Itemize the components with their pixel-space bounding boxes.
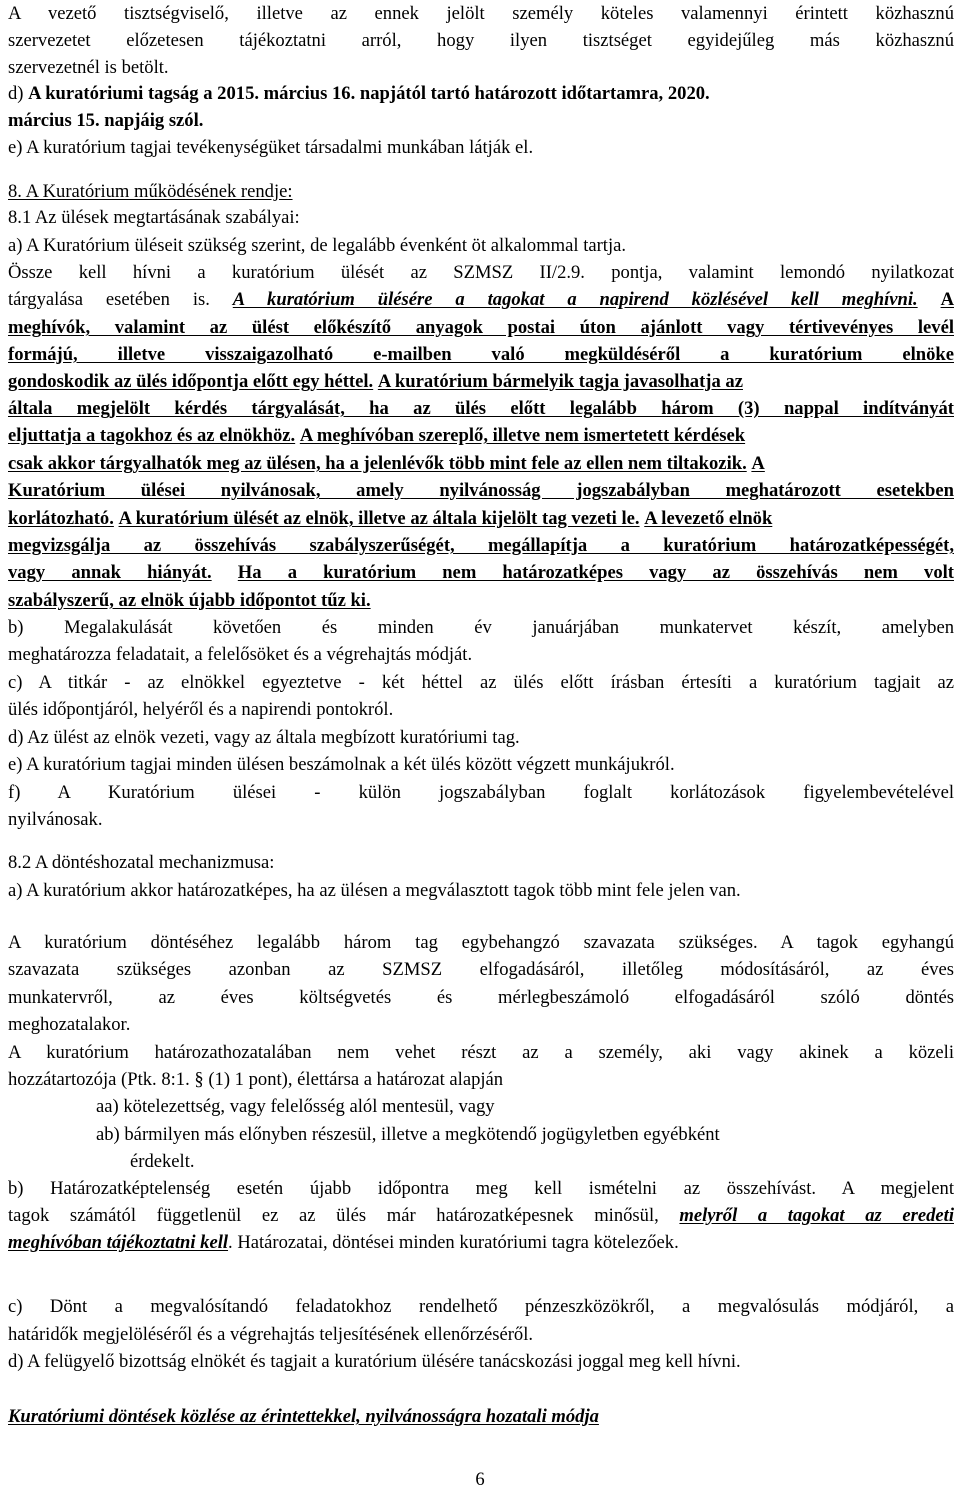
text-run: b) Határozatképtelenség esetén újabb időpontra meg kell ismételni az összehívást. A megjelent: [8, 1178, 954, 1199]
text-line: [8, 1293, 954, 1320]
page-number: 6: [475, 1469, 485, 1490]
text-run: Kuratóriumi döntések közlése az érintettekkel, nyilvánosságra hozatali módja: [8, 1406, 599, 1427]
text-run: szervezetnél is betölt.: [8, 57, 169, 78]
text-line: [96, 1093, 954, 1120]
text-run: a) A kuratórium akkor határozatképes, ha az ülésen a megválasztott tagok több mint fele jelen van.: [8, 880, 741, 901]
text-run: eljuttatja a tagokhoz és az elnökhöz.: [8, 425, 296, 446]
text-line: [8, 1175, 954, 1202]
text-run: tárgyalása esetében is.: [8, 289, 233, 310]
text-run: korlátozható.: [8, 508, 114, 529]
text-line: [8, 54, 954, 81]
text-run: A kuratórium döntéséhez legalább három tag egybehangzó szavazata szükséges. A tagok egyhangú: [8, 932, 954, 953]
text-run: meghatározza feladatait, a felelősöket és a végrehajtás módját.: [8, 644, 473, 665]
text-line: [8, 696, 954, 723]
text-run: A kuratórium ülését az elnök, illetve az általa kijelölt tag vezeti le.: [118, 508, 640, 529]
text-run: tagok számától függetlenül ez az ülés már határozatképesnek minősül,: [8, 1205, 680, 1226]
text-line: [8, 259, 954, 286]
text-line: [8, 341, 954, 368]
text-run: munkatervről, az éves költségvetés és mérlegbeszámoló elfogadásáról szóló döntés: [8, 987, 954, 1008]
text-line: [8, 204, 954, 231]
text-line: [8, 724, 954, 751]
text-run: Össze kell hívni a kuratórium ülését az SZMSZ II/2.9. pontja, valamint lemondó nyilatkozat: [8, 262, 954, 283]
text-run: c) A titkár - az elnökkel egyeztetve - két héttel az ülés előtt írásban értesíti a kuratórium tagjait az: [8, 672, 954, 693]
text-run: melyről a tagokat az eredeti: [679, 1205, 954, 1226]
text-run: Ha a kuratórium nem határozatképes vagy az összehívás nem volt: [237, 562, 954, 583]
text-line: [8, 1202, 954, 1229]
text-line: [8, 641, 954, 668]
text-run: szabályszerű, az elnök újabb időpontot tűz ki.: [8, 590, 371, 611]
text-run: érdekelt.: [130, 1151, 195, 1172]
text-line: [130, 1148, 954, 1175]
text-run: A kuratórium bármelyik tagja javasolhatja az: [377, 371, 743, 392]
text-run: meghívók, valamint az ülést előkészítő anyagok postai úton ajánlott vagy tértivevényes levél: [8, 317, 954, 338]
text-run: március 15. napjáig szól.: [8, 110, 204, 131]
text-line: [8, 849, 954, 876]
text-line: [8, 1066, 954, 1093]
text-line: [8, 178, 954, 205]
text-run: c) Dönt a megvalósítandó feladatokhoz rendelhető pénzeszközökről, a megvalósulás módjáról, a: [8, 1296, 954, 1317]
text-run: [212, 562, 238, 583]
text-run: ülés időpontjáról, helyéről és a napirendi pontokról.: [8, 699, 394, 720]
text-line: [8, 956, 954, 983]
text-run: A: [751, 453, 765, 474]
text-line: [8, 314, 954, 341]
text-run: nyilvánosak.: [8, 809, 103, 830]
text-line: [8, 751, 954, 778]
text-line: [8, 477, 954, 504]
text-run: általa megjelölt kérdés tárgyalását, ha az ülés előtt legalább három (3) nappal indítványát: [8, 398, 954, 419]
text-run: határidők megjelöléséről és a végrehajtás teljesítésének ellenőrzéséről.: [8, 1324, 534, 1345]
text-run: 8. A Kuratórium működésének rendje:: [8, 181, 293, 202]
text-line: [8, 80, 954, 107]
text-run: A meghívóban szereplő, illetve nem ismertetett kérdések: [299, 425, 746, 446]
text-run: e) A kuratórium tagjai minden ülésen beszámolnak a két ülés között végzett munkájukról.: [8, 754, 675, 775]
text-run: d) A felügyelő bizottság elnökét és tagjait a kuratórium ülésére tanácskozási joggal meg kell hívni.: [8, 1351, 741, 1372]
text-line: [8, 1403, 954, 1430]
text-run: meghozatalakor.: [8, 1014, 131, 1035]
text-run: . Határozatai, döntései minden kuratóriumi tagra kötelezőek.: [228, 1232, 679, 1253]
text-run: gondoskodik az ülés időpontja előtt egy héttel.: [8, 371, 374, 392]
text-line: [8, 450, 954, 477]
text-line: [8, 107, 954, 134]
text-run: csak akkor tárgyalhatók meg az ülésen, ha a jelenlévők több mint fele az ellen nem tiltakozik.: [8, 453, 747, 474]
text-line: [8, 1039, 954, 1066]
text-line: [8, 0, 954, 27]
text-run: [918, 289, 941, 310]
text-line: [8, 806, 954, 833]
text-line: [96, 1121, 954, 1148]
text-line: [8, 1229, 954, 1256]
text-run: megvizsgálja az összehívás szabályszerűségét, megállapítja a kuratórium határozatképességét,: [8, 535, 954, 556]
text-line: [8, 532, 954, 559]
text-line: [8, 877, 954, 904]
text-run: A kuratóriumi tagság a 2015. március 16. napjától tartó határozott időtartamra, 2020.: [28, 83, 710, 104]
text-run: A kuratórium ülésére a tagokat a napirend közlésével kell meghívni.: [232, 289, 918, 310]
text-line: [8, 984, 954, 1011]
text-line: [8, 929, 954, 956]
text-run: A levezető elnök: [644, 508, 773, 529]
text-run: A kuratórium határozathozatalában nem vehet részt az a személy, aki vagy akinek a közeli: [8, 1042, 954, 1063]
text-run: aa) kötelezettség, vagy felelősség alól mentesül, vagy: [96, 1096, 495, 1117]
text-run: 8.1 Az ülések megtartásának szabályai:: [8, 207, 300, 228]
text-line: [8, 232, 954, 259]
text-line: [8, 669, 954, 696]
text-run: szervezetet előzetesen tájékoztatni arról, hogy ilyen tisztséget egyidejűleg más közhasznú: [8, 30, 954, 51]
text-run: A vezető tisztségviselő, illetve az ennek jelölt személy köteles valamennyi érintett közhasznú: [8, 3, 954, 24]
text-line: [8, 1321, 954, 1348]
text-run: f) A Kuratórium ülései - külön jogszabályban foglalt korlátozások figyelembevételével: [8, 782, 954, 803]
text-run: meghívóban tájékoztatni kell: [8, 1232, 229, 1253]
text-line: [8, 395, 954, 422]
text-line: [8, 587, 954, 614]
text-line: [8, 368, 954, 395]
text-line: [8, 505, 954, 532]
text-run: b) Megalakulását követően és minden év januárjában munkatervet készít, amelyben: [8, 617, 954, 638]
text-line: [8, 779, 954, 806]
text-run: hozzátartozója (Ptk. 8:1. § (1) 1 pont), élettársa a határozat alapján: [8, 1069, 504, 1090]
text-run: d) Az ülést az elnök vezeti, vagy az általa megbízott kuratóriumi tag.: [8, 727, 520, 748]
text-run: ab) bármilyen más előnyben részesül, illetve a megkötendő jogügyletben egyébként: [96, 1124, 720, 1145]
text-run: Kuratórium ülései nyilvánosak, amely nyilvánosság jogszabályban meghatározott esetekben: [8, 480, 954, 501]
text-line: [8, 1348, 954, 1375]
text-line: [8, 1011, 954, 1038]
text-run: d): [8, 83, 29, 104]
text-line: [8, 286, 954, 313]
text-run: 8.2 A döntéshozatal mechanizmusa:: [8, 852, 275, 873]
text-line: [8, 614, 954, 641]
text-line: [8, 559, 954, 586]
text-run: a) A Kuratórium üléseit szükség szerint, de legalább évenként öt alkalommal tartja.: [8, 235, 627, 256]
text-line: [8, 422, 954, 449]
text-line: [8, 27, 954, 54]
text-run: vagy annak hiányát.: [8, 562, 212, 583]
text-run: szavazata szükséges azonban az SZMSZ elfogadásáról, illetőleg módosításáról, az éves: [8, 959, 954, 980]
text-run: formájú, illetve visszaigazolható e-mailben való megküldéséről a kuratórium elnöke: [8, 344, 954, 365]
text-run: e) A kuratórium tagjai tevékenységüket társadalmi munkában látják el.: [8, 137, 534, 158]
text-line: [8, 134, 954, 161]
text-run: A: [940, 289, 954, 310]
